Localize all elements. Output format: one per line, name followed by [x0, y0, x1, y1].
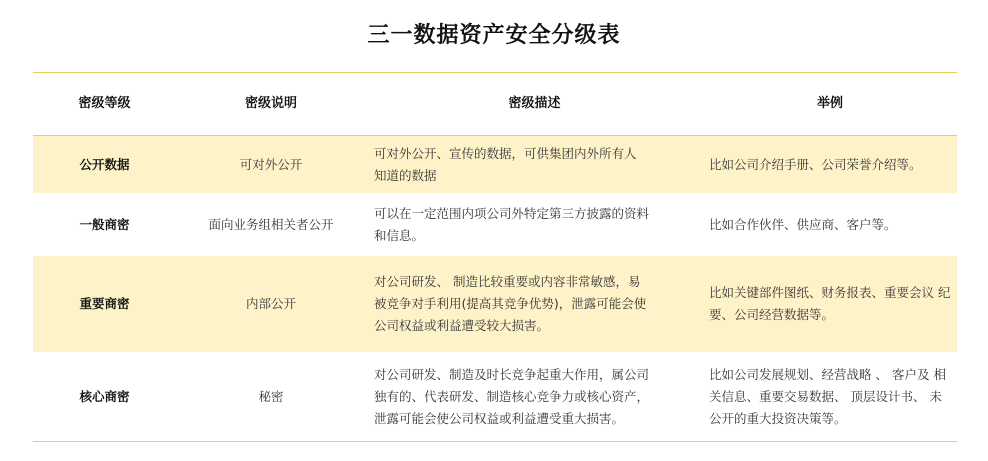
header-level: 密级等级 [78, 96, 131, 111]
description-cell [366, 143, 703, 187]
description-line: 公司权益或利益遭受较大损害。 [374, 318, 550, 333]
classification-table [33, 72, 957, 442]
explanation-cell: 面向业务组相关者公开 [208, 216, 334, 232]
description-line: 可以在一定范围内项公司外特定第三方披露的资料 [374, 205, 650, 221]
description-cell [366, 271, 703, 337]
description-line: 和信息。 [374, 227, 425, 243]
table-row [33, 256, 957, 352]
example-line: 纪要、公司经营数据等。 [709, 285, 951, 322]
header-explanation: 密级说明 [244, 96, 297, 111]
header-description: 密级描述 [508, 96, 561, 111]
example-cell [703, 154, 957, 176]
description-line: 对公司研发、 制造比较重要或内容非常敏感，易 [374, 274, 641, 289]
header-example: 举例 [816, 96, 843, 111]
description-cell [366, 364, 703, 430]
example-line: 比如关键部件图纸、财务报表、重要会议 [709, 285, 935, 300]
description-line: 独有的、代表研发、制造核心竞争力或核心资产， [374, 388, 650, 404]
example-line: 比如公司发展规划、经营战略 、 客户及 [709, 366, 930, 382]
description-line: 泄露可能会使公司权益或利益遭受重大损害。 [374, 410, 625, 426]
description-line: 对公司研发、制造及时长竞争起重大作用，属公司 [374, 366, 650, 382]
explanation-cell: 秘密 [258, 388, 284, 404]
example-cell [703, 364, 957, 430]
table-row [33, 352, 957, 441]
example-line: 相关信息、重要交易数据、 顶层设计书、 [709, 366, 946, 404]
example-cell [703, 214, 957, 236]
example-line: 比如公司介绍手册、公司荣誉介绍等。 [709, 156, 922, 172]
level-cell: 公开数据 [79, 156, 130, 172]
table-row [33, 193, 957, 256]
example-line: 未公开的重大投资决策等。 [709, 388, 942, 426]
page-title: 三一数据资产安全分级表 [367, 23, 621, 48]
table-header-row [33, 73, 957, 136]
level-cell: 重要商密 [79, 296, 130, 311]
example-line: 比如合作伙伴、供应商、客户等。 [709, 216, 897, 232]
level-cell: 核心商密 [79, 388, 130, 404]
description-cell [366, 203, 703, 247]
description-line: 知道的数据 [374, 167, 437, 183]
explanation-cell: 内部公开 [245, 296, 296, 311]
example-cell [703, 282, 957, 326]
description-line: 被竞争对手利用(提高其竞争优势)，泄露可能会使 [374, 296, 647, 311]
table-row [33, 136, 957, 193]
description-line: 可对外公开、宣传的数据，可供集团内外所有人 [374, 145, 637, 161]
explanation-cell: 可对外公开 [239, 156, 303, 172]
level-cell: 一般商密 [79, 216, 130, 232]
